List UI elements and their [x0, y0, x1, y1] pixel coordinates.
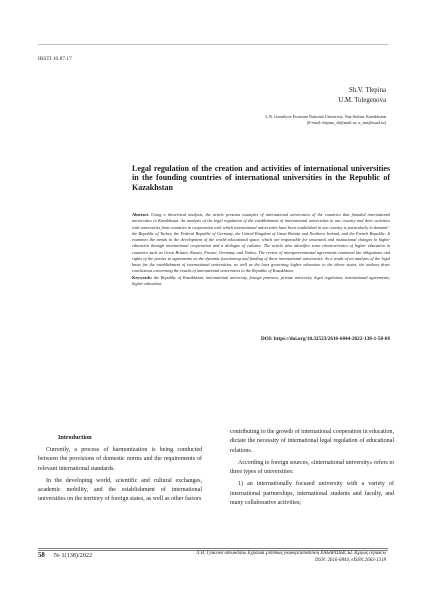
body-paragraph: According to foreign sources, «international university» refers to three types of universities: [230, 459, 394, 476]
journal-title: Л.Н. Гумилев атындағы Еуразия ұлттық университетінің ХАБАРШЫСЫ. Құқық сериясы [196, 551, 386, 556]
section-heading: Introduction [58, 434, 92, 441]
author-emails: (E-mail: tlepina_sh@mail.ru, u_tmt@mail.ru) [306, 120, 386, 125]
abstract-label: Abstract. [132, 212, 150, 217]
affiliation-block [265, 114, 386, 126]
affiliation: L.N. Gumilyov Eurasian National University, Nur-Sultan, Kazakhstan [265, 114, 386, 119]
issue-number: № 1(138)/2022 [54, 552, 93, 559]
article-title: Legal regulation of the creation and activities of international universities in the founding countries of international universities in the Republic of Kazakhstan [132, 164, 390, 192]
body-paragraph: In the developing world, scientific and cultural exchanges, academic mobility, and the establishment of international universities on the territory of foreign states, as well as other factors [38, 477, 202, 503]
keywords-text: the Republic of Kazakhstan, international university, foreign partners, private university, legal regulation, international agreements, higher education. [132, 274, 391, 286]
author-list [338, 86, 386, 106]
body-paragraph: Currently, a process of harmonization is being conducted between the provisions of domestic norms and the requirements of relevant international standards. [38, 447, 202, 472]
keywords-label: Keywords: [132, 274, 153, 280]
page-number: 58 [38, 552, 45, 559]
body-column-right [230, 428, 394, 511]
abstract-text: Using a theoretical analysis, the article presents examples of international universities of the countries that founded international universities in Kazakhstan. An analysis of the legal regulation of the establishment of international universities in our country and their activities with universities from countries in cooperation with which international universities have been established in our country is particularly in demand - the Republic of Turkey, the Federal Republic of Germany, the United Kingdom of Great Britain and Northern Ireland, and the French Republic. It examines the trends in the development of the world educational space, which are responsible for structural and institutional changes in higher education through international cooperation and a dialogue of cultures. The article also identifies some characteristics of higher education in countries such as Great Britain, Russia, France, Germany and Turkey. The review of intergovernmental agreements examined the obligations and rights of the parties to agreements on the dynamic functioning and funding of these international universities. As a result of an analysis of the legal basis for the establishment of international universities, as well as the laws governing higher education in the above states, the authors draw conclusions concerning the results of international universities in the Republic of Kazakhstan. [132, 212, 390, 274]
abstract-paragraph [132, 212, 390, 275]
doi-link[interactable]: DOI: https://doi.org/10.32523/2616-6844-2022-138-1-58-68 [261, 336, 390, 342]
abstract-block [132, 212, 390, 287]
author-name: U.M. Tolegenova [338, 97, 386, 104]
author-name: Sh.V. Tlepina [349, 87, 386, 94]
body-column-left [38, 428, 202, 508]
top-rule [38, 44, 388, 45]
body-paragraph: contributing to the growth of international cooperation in education, dictate the necessity of international legal regulation of educational relations. [230, 429, 394, 454]
journal-issn: ISSN: 2616-6844, eISSN:2663-1318 [314, 557, 386, 563]
body-paragraph: 1) an internationally focused university with a variety of international partnerships, international students and faculty, and many collaborative activities; [230, 481, 394, 507]
keywords-paragraph [132, 275, 390, 288]
irsti-code: IRSTI 10.87.17 [38, 56, 72, 62]
journal-info [196, 551, 386, 564]
